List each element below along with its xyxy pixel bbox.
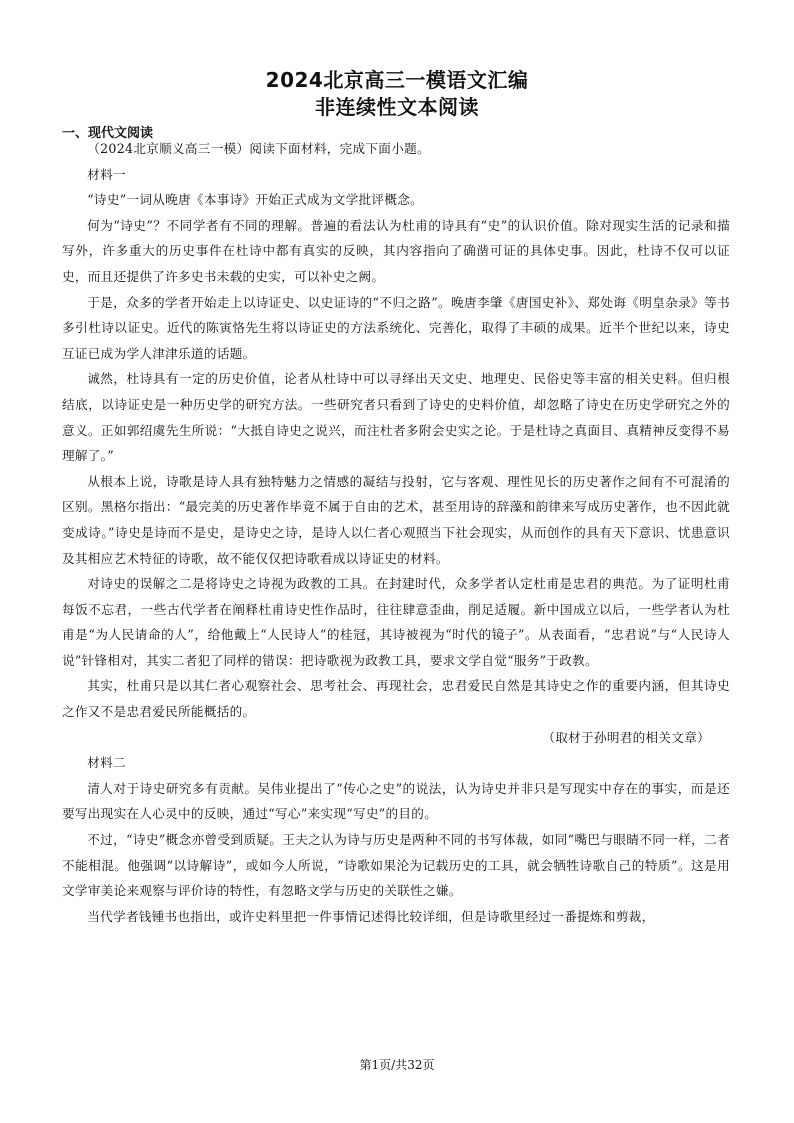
document-subtitle: 非连续性文本阅读 [315,95,479,119]
paragraph: 清人对于诗史研究多有贡献。吴伟业提出了“传心之史”的说法，认为诗史并非只是写现实中存在的事实，而是还要写出现实在人心灵中的反映，通过“写心”来实现“写史”的目的。 [62,780,730,822]
document-title: 2024北京高三一模语文汇编 [265,68,529,92]
section-heading: 一、现代文阅读 [62,126,154,141]
material-label: 材料二 [87,755,126,771]
paragraph: “诗史”一词从晚唐《本事诗》开始正式成为文学批评概念。 [87,192,424,208]
article-body [62,136,730,929]
paragraph: 从根本上说，诗歌是诗人具有独特魅力之情感的凝结与投射，它与客观、理性见长的历史著作之间有不可混淆的区别。黑格尔指出：“最完美的历史著作毕竟不属于自由的艺术，甚至用诗的辞藻和韵律来写成历史著作，也不因此就变成诗。”诗史是诗而不是史，是诗史之诗，是诗人以仁者心观照当下社会现实，从而创作的具有天下意识、忧患意识及其相应艺术特征的诗歌，故不能仅仅把诗歌看成以诗证史的材料。 [62,473,730,566]
paragraph: 诚然，杜诗具有一定的历史价值，论者从杜诗中可以寻绎出天文史、地理史、民俗史等丰富的相关史料。但归根结底，以诗证史是一种历史学的研究方法。一些研究者只看到了诗史的史料价值，却忽略了诗史在历史学研究之外的意义。正如郭绍虞先生所说：“大抵自诗史之说兴，而注杜者多附会史实之论。于是杜诗之真面目、真精神反变得不易理解了。” [62,371,730,464]
paragraph: 不过，“诗史”概念亦曾受到质疑。王夫之认为诗与历史是两种不同的书写体裁，如同“嘴巴与眼睛不同一样，二者不能相混。他强调“以诗解诗”，或如今人所说，“诗歌如果沦为记载历史的工具，就会牺牲诗歌自己的特质”。这是用文学审美论来观察与评价诗的特性，有忽略文学与历史的关联性之嫌。 [62,832,730,899]
paragraph: 当代学者钱锺书也指出，或许史料里把一件事情记述得比较详细，但是诗歌里经过一番提炼和剪裁， [87,908,655,924]
paragraph: 其实，杜甫只是以其仁者心观察社会、思考社会、再现社会，忠君爱民自然是其诗史之作的重要内涵，但其诗史之作又不是忠君爱民所能概括的。 [62,678,730,720]
page-number: 第1页/共32页 [359,1058,435,1072]
paragraph: 于是，众多的学者开始走上以诗证史、以史证诗的“不归之路”。晚唐李肇《唐国史补》、郑处诲《明皇杂录》等书多引杜诗以证史。近代的陈寅恪先生将以诗证史的方法系统化、完善化，取得了丰硕的成果。近半个世纪以来，诗史互证已成为学人津津乐道的话题。 [62,294,730,361]
question-intro: （2024北京顺义高三一模）阅读下面材料，完成下面小题。 [87,141,430,156]
material-label: 材料一 [87,166,126,182]
paragraph: 何为“诗史”？不同学者有不同的理解。普遍的看法认为杜甫的诗具有“史”的认识价值。除对现实生活的记录和描写外，许多重大的历史事件在杜诗中都有真实的反映，其内容指向了确凿可证的具体史事。因此，杜诗不仅可以证史，而且还提供了许多史书未载的史实，可以补史之阙。 [62,217,730,284]
source-note: （取材于孙明君的相关文章） [542,729,710,745]
paragraph: 对诗史的误解之二是将诗史之诗视为政教的工具。在封建时代，众多学者认定杜甫是忠君的典范。为了证明杜甫每饭不忘君，一些古代学者在阐释杜甫诗史性作品时，往往肆意歪曲，削足适履。新中国成立以后，一些学者认为杜甫是“为人民请命的人”，给他戴上“人民诗人”的桂冠，其诗被视为“时代的镜子”。从表面看，“忠君说”与“人民诗人说”针锋相对，其实二者犯了同样的错误：把诗歌视为政教工具，要求文学自觉“服务”于政教。 [62,576,730,668]
